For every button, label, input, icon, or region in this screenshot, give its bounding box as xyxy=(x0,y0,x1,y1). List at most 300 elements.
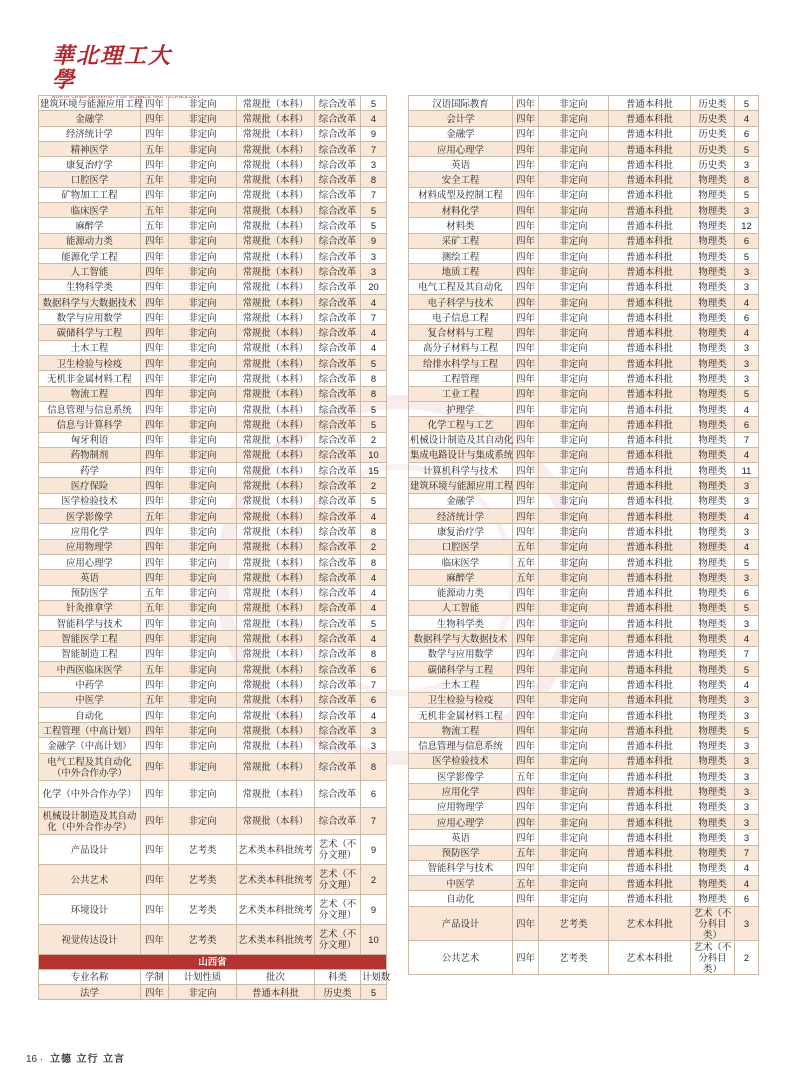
table-cell: 电气工程及其自动化（中外合作办学） xyxy=(39,753,141,780)
table-cell: 四年 xyxy=(513,707,539,722)
table-cell: 卫生检验与检疫 xyxy=(409,692,513,707)
table-row xyxy=(39,894,387,924)
table-cell: 15 xyxy=(361,463,387,478)
table-cell: 四年 xyxy=(513,616,539,631)
table-cell: 卫生检验与检疫 xyxy=(39,356,141,371)
table-cell: 物理类 xyxy=(691,524,735,539)
table-cell: 非定向 xyxy=(539,769,609,784)
table-row xyxy=(409,784,759,799)
table-row xyxy=(409,876,759,891)
table-cell: 应用物理学 xyxy=(409,799,513,814)
table-cell: 综合改革 xyxy=(315,616,361,631)
table-cell: 6 xyxy=(735,417,759,432)
table-cell: 普通本科批 xyxy=(609,692,691,707)
table-cell: 艺术类本科批统考 xyxy=(237,864,315,894)
table-cell: 4 xyxy=(735,509,759,524)
table-cell: 常规批（本科） xyxy=(237,401,315,416)
table-cell: 临床医学 xyxy=(409,554,513,569)
table-cell: 6 xyxy=(361,692,387,707)
table-header-row xyxy=(39,969,387,984)
table-cell: 常规批（本科） xyxy=(237,432,315,447)
table-cell: 普通本科批 xyxy=(609,279,691,294)
table-cell: 四年 xyxy=(141,493,169,508)
table-cell: 6 xyxy=(361,780,387,807)
table-row xyxy=(39,432,387,447)
table-cell: 四年 xyxy=(141,233,169,248)
table-cell: 5 xyxy=(735,248,759,263)
table-cell: 普通本科批 xyxy=(609,524,691,539)
table-cell: 非定向 xyxy=(539,172,609,187)
table-cell: 非定向 xyxy=(169,738,237,753)
table-cell: 非定向 xyxy=(539,141,609,156)
table-cell: 2 xyxy=(361,864,387,894)
table-cell: 五年 xyxy=(141,172,169,187)
table-cell: 非定向 xyxy=(539,417,609,432)
table-cell: 3 xyxy=(735,524,759,539)
table-cell: 物理类 xyxy=(691,769,735,784)
table-cell: 物理类 xyxy=(691,646,735,661)
table-cell: 四年 xyxy=(141,279,169,294)
table-cell: 非定向 xyxy=(169,570,237,585)
table-cell: 普通本科批 xyxy=(609,585,691,600)
table-cell: 物理类 xyxy=(691,600,735,615)
table-row xyxy=(39,509,387,524)
table-row xyxy=(39,616,387,631)
table-cell: 四年 xyxy=(513,585,539,600)
table-cell: 9 xyxy=(361,126,387,141)
table-row xyxy=(409,248,759,263)
table-cell: 非定向 xyxy=(539,111,609,126)
table-cell: 应用心理学 xyxy=(409,141,513,156)
table-cell: 金融学（中高计划） xyxy=(39,738,141,753)
table-cell: 3 xyxy=(735,814,759,829)
logo-chinese-name: 華北理工大學 xyxy=(52,43,173,93)
table-cell: 非定向 xyxy=(539,157,609,172)
table-row xyxy=(39,126,387,141)
table-cell: 非定向 xyxy=(539,447,609,462)
table-cell: 4 xyxy=(735,677,759,692)
table-row xyxy=(409,891,759,906)
table-cell: 非定向 xyxy=(539,325,609,340)
table-cell: 四年 xyxy=(141,707,169,722)
table-row xyxy=(409,940,759,974)
table-cell: 学制 xyxy=(141,969,169,984)
table-cell: 四年 xyxy=(513,340,539,355)
table-row xyxy=(409,386,759,401)
table-cell: 物理类 xyxy=(691,814,735,829)
table-cell: 物理类 xyxy=(691,509,735,524)
table-cell: 物理类 xyxy=(691,463,735,478)
table-cell: 艺考类 xyxy=(539,940,609,974)
table-cell: 综合改革 xyxy=(315,248,361,263)
table-cell: 非定向 xyxy=(539,493,609,508)
table-cell: 常规批（本科） xyxy=(237,509,315,524)
table-cell: 生物科学类 xyxy=(409,616,513,631)
table-cell: 非定向 xyxy=(539,616,609,631)
table-cell: 非定向 xyxy=(539,96,609,111)
table-cell: 物理类 xyxy=(691,203,735,218)
table-cell: 7 xyxy=(361,141,387,156)
table-row xyxy=(39,386,387,401)
table-cell: 物流工程 xyxy=(409,723,513,738)
table-row xyxy=(409,769,759,784)
table-cell: 四年 xyxy=(141,463,169,478)
table-cell: 四年 xyxy=(513,784,539,799)
table-cell: 金融学 xyxy=(409,493,513,508)
table-cell: 非定向 xyxy=(539,860,609,875)
table-cell: 艺术（不分文理） xyxy=(315,894,361,924)
table-cell: 3 xyxy=(735,493,759,508)
table-cell: 普通本科批 xyxy=(609,478,691,493)
table-cell: 非定向 xyxy=(169,677,237,692)
table-cell: 3 xyxy=(735,478,759,493)
table-cell: 普通本科批 xyxy=(609,830,691,845)
table-cell: 四年 xyxy=(141,677,169,692)
table-cell: 物理类 xyxy=(691,830,735,845)
table-cell: 艺术本科批 xyxy=(609,940,691,974)
table-cell: 非定向 xyxy=(169,646,237,661)
table-cell: 四年 xyxy=(513,401,539,416)
table-cell: 护理学 xyxy=(409,401,513,416)
table-cell: 普通本科批 xyxy=(609,539,691,554)
table-cell: 普通本科批 xyxy=(609,264,691,279)
table-cell: 四年 xyxy=(141,554,169,569)
table-row xyxy=(39,310,387,325)
table-cell: 常规批（本科） xyxy=(237,203,315,218)
table-cell: 普通本科批 xyxy=(609,723,691,738)
table-cell: 常规批（本科） xyxy=(237,780,315,807)
table-cell: 历史类 xyxy=(691,126,735,141)
table-cell: 综合改革 xyxy=(315,478,361,493)
table-cell: 历史类 xyxy=(691,157,735,172)
table-cell: 非定向 xyxy=(539,279,609,294)
table-row xyxy=(39,417,387,432)
table-cell: 常规批（本科） xyxy=(237,340,315,355)
table-row xyxy=(39,111,387,126)
table-cell: 综合改革 xyxy=(315,807,361,834)
table-cell: 四年 xyxy=(513,310,539,325)
table-cell: 英语 xyxy=(39,570,141,585)
table-cell: 非定向 xyxy=(169,187,237,202)
table-cell: 普通本科批 xyxy=(609,753,691,768)
table-cell: 五年 xyxy=(141,203,169,218)
table-cell: 口腔医学 xyxy=(409,539,513,554)
table-cell: 艺术（不分文理） xyxy=(315,834,361,864)
table-cell: 四年 xyxy=(513,799,539,814)
table-cell: 普通本科批 xyxy=(609,294,691,309)
table-cell: 3 xyxy=(361,738,387,753)
table-cell: 常规批（本科） xyxy=(237,478,315,493)
table-row xyxy=(409,218,759,233)
table-cell: 7 xyxy=(361,310,387,325)
table-cell: 物理类 xyxy=(691,707,735,722)
table-cell: 综合改革 xyxy=(315,738,361,753)
table-cell: 综合改革 xyxy=(315,111,361,126)
table-cell: 4 xyxy=(361,707,387,722)
table-row xyxy=(409,554,759,569)
table-cell: 四年 xyxy=(141,401,169,416)
table-cell: 3 xyxy=(361,157,387,172)
table-row xyxy=(409,799,759,814)
table-cell: 非定向 xyxy=(169,478,237,493)
table-cell: 四年 xyxy=(513,187,539,202)
table-cell: 5 xyxy=(361,203,387,218)
table-cell: 应用心理学 xyxy=(409,814,513,829)
table-row xyxy=(409,707,759,722)
table-cell: 物理类 xyxy=(691,723,735,738)
table-cell: 非定向 xyxy=(169,524,237,539)
table-cell: 综合改革 xyxy=(315,677,361,692)
table-cell: 化学工程与工艺 xyxy=(409,417,513,432)
table-cell: 四年 xyxy=(513,157,539,172)
table-cell: 8 xyxy=(361,554,387,569)
table-row xyxy=(39,707,387,722)
table-cell: 2 xyxy=(361,432,387,447)
table-row xyxy=(39,646,387,661)
table-cell: 非定向 xyxy=(539,386,609,401)
table-cell: 土木工程 xyxy=(39,340,141,355)
table-cell: 药物制剂 xyxy=(39,447,141,462)
table-cell: 20 xyxy=(361,279,387,294)
table-cell: 医学影像学 xyxy=(39,509,141,524)
table-cell: 碳储科学与工程 xyxy=(39,325,141,340)
table-row xyxy=(39,539,387,554)
table-cell: 常规批（本科） xyxy=(237,807,315,834)
table-cell: 信息管理与信息系统 xyxy=(39,401,141,416)
table-cell: 四年 xyxy=(513,524,539,539)
table-cell: 四年 xyxy=(513,692,539,707)
table-cell: 综合改革 xyxy=(315,218,361,233)
table-cell: 普通本科批 xyxy=(609,493,691,508)
table-cell: 给排水科学与工程 xyxy=(409,356,513,371)
table-row xyxy=(409,646,759,661)
table-cell: 四年 xyxy=(141,294,169,309)
table-cell: 4 xyxy=(361,570,387,585)
table-cell: 8 xyxy=(361,524,387,539)
table-row xyxy=(39,463,387,478)
table-row xyxy=(409,600,759,615)
table-cell: 历史类 xyxy=(691,96,735,111)
table-cell: 非定向 xyxy=(539,707,609,722)
table-cell: 非定向 xyxy=(539,294,609,309)
table-row xyxy=(409,661,759,676)
province-band xyxy=(39,954,387,969)
table-cell: 4 xyxy=(361,600,387,615)
table-cell: 五年 xyxy=(141,600,169,615)
table-cell: 工程管理 xyxy=(409,371,513,386)
table-cell: 物理类 xyxy=(691,585,735,600)
table-cell: 金融学 xyxy=(409,126,513,141)
table-cell: 非定向 xyxy=(539,585,609,600)
table-cell: 产品设计 xyxy=(39,834,141,864)
table-row xyxy=(409,340,759,355)
table-cell: 艺术（不分科目类） xyxy=(691,906,735,940)
table-cell: 测绘工程 xyxy=(409,248,513,263)
page-footer xyxy=(26,1050,125,1065)
table-cell: 公共艺术 xyxy=(39,864,141,894)
table-cell: 常规批（本科） xyxy=(237,677,315,692)
table-cell: 四年 xyxy=(141,126,169,141)
table-cell: 综合改革 xyxy=(315,356,361,371)
table-cell: 普通本科批 xyxy=(609,401,691,416)
table-cell: 常规批（本科） xyxy=(237,356,315,371)
table-cell: 四年 xyxy=(513,906,539,940)
table-cell: 非定向 xyxy=(169,401,237,416)
table-cell: 非定向 xyxy=(169,585,237,600)
table-cell: 非定向 xyxy=(169,126,237,141)
table-row xyxy=(39,723,387,738)
table-cell: 非定向 xyxy=(169,463,237,478)
table-row xyxy=(409,493,759,508)
table-cell: 普通本科批 xyxy=(609,876,691,891)
table-row xyxy=(39,96,387,111)
table-cell: 4 xyxy=(361,325,387,340)
table-cell: 五年 xyxy=(513,769,539,784)
table-cell: 预防医学 xyxy=(409,845,513,860)
table-cell: 综合改革 xyxy=(315,707,361,722)
logo-english-name: NORTH CHINA UNIVERSITY OF SCIENCE AND TECHNOLOGY xyxy=(52,94,201,99)
table-cell: 四年 xyxy=(141,985,169,1000)
table-cell: 四年 xyxy=(141,753,169,780)
table-cell: 物理类 xyxy=(691,845,735,860)
table-row xyxy=(39,141,387,156)
table-cell: 8 xyxy=(361,371,387,386)
table-cell: 非定向 xyxy=(539,677,609,692)
table-cell: 3 xyxy=(735,738,759,753)
table-cell: 常规批（本科） xyxy=(237,371,315,386)
table-cell: 四年 xyxy=(513,218,539,233)
table-cell: 常规批（本科） xyxy=(237,646,315,661)
table-row xyxy=(39,924,387,954)
table-row xyxy=(409,585,759,600)
table-cell: 常规批（本科） xyxy=(237,417,315,432)
table-cell: 常规批（本科） xyxy=(237,753,315,780)
table-cell: 四年 xyxy=(141,157,169,172)
table-cell: 四年 xyxy=(513,417,539,432)
table-cell: 历史类 xyxy=(691,141,735,156)
table-row xyxy=(409,371,759,386)
table-row xyxy=(39,279,387,294)
table-cell: 常规批（本科） xyxy=(237,661,315,676)
table-cell: 智能科学与技术 xyxy=(39,616,141,631)
table-cell: 非定向 xyxy=(169,753,237,780)
table-row xyxy=(39,753,387,780)
table-cell: 物理类 xyxy=(691,172,735,187)
table-cell: 普通本科批 xyxy=(609,891,691,906)
table-cell: 四年 xyxy=(141,539,169,554)
table-cell: 化学（中外合作办学） xyxy=(39,780,141,807)
footer-slogan: 立德 立行 立言 xyxy=(50,1054,125,1065)
table-row xyxy=(409,723,759,738)
table-cell: 5 xyxy=(735,386,759,401)
table-cell: 常规批（本科） xyxy=(237,723,315,738)
table-cell: 8 xyxy=(361,172,387,187)
table-cell: 集成电路设计与集成系统 xyxy=(409,447,513,462)
table-cell: 综合改革 xyxy=(315,524,361,539)
table-cell: 常规批（本科） xyxy=(237,96,315,111)
table-row xyxy=(409,830,759,845)
table-cell: 综合改革 xyxy=(315,539,361,554)
table-cell: 视觉传达设计 xyxy=(39,924,141,954)
table-cell: 3 xyxy=(735,157,759,172)
table-row xyxy=(409,616,759,631)
table-cell: 智能医学工程 xyxy=(39,631,141,646)
table-cell: 普通本科批 xyxy=(609,814,691,829)
table-cell: 四年 xyxy=(513,141,539,156)
table-cell: 非定向 xyxy=(169,386,237,401)
table-cell: 5 xyxy=(735,187,759,202)
table-cell: 四年 xyxy=(141,570,169,585)
table-cell: 非定向 xyxy=(539,463,609,478)
table-cell: 综合改革 xyxy=(315,310,361,325)
table-cell: 3 xyxy=(735,692,759,707)
table-cell: 物理类 xyxy=(691,860,735,875)
table-cell: 中医学 xyxy=(409,876,513,891)
table-cell: 4 xyxy=(735,294,759,309)
table-cell: 综合改革 xyxy=(315,600,361,615)
table-row xyxy=(409,509,759,524)
table-cell: 非定向 xyxy=(539,401,609,416)
table-cell: 非定向 xyxy=(169,96,237,111)
table-cell: 四年 xyxy=(141,834,169,864)
table-cell: 物理类 xyxy=(691,340,735,355)
table-cell: 物理类 xyxy=(691,325,735,340)
table-cell: 6 xyxy=(735,585,759,600)
table-cell: 非定向 xyxy=(539,218,609,233)
table-cell: 四年 xyxy=(141,386,169,401)
table-cell: 中药学 xyxy=(39,677,141,692)
table-cell: 普通本科批 xyxy=(609,661,691,676)
table-cell: 四年 xyxy=(513,325,539,340)
table-cell: 非定向 xyxy=(539,814,609,829)
table-cell: 普通本科批 xyxy=(609,769,691,784)
table-row xyxy=(409,417,759,432)
table-cell: 数据科学与大数据技术 xyxy=(409,631,513,646)
table-cell: 物理类 xyxy=(691,753,735,768)
table-cell: 物理类 xyxy=(691,371,735,386)
table-row xyxy=(39,203,387,218)
table-cell: 普通本科批 xyxy=(609,310,691,325)
table-cell: 汉语国际教育 xyxy=(409,96,513,111)
table-row xyxy=(39,493,387,508)
table-cell: 综合改革 xyxy=(315,325,361,340)
table-cell: 综合改革 xyxy=(315,570,361,585)
table-cell: 非定向 xyxy=(169,447,237,462)
table-cell: 物理类 xyxy=(691,310,735,325)
table-cell: 四年 xyxy=(513,891,539,906)
table-cell: 金融学 xyxy=(39,111,141,126)
table-cell: 7 xyxy=(735,845,759,860)
table-cell: 艺考类 xyxy=(169,894,237,924)
table-cell: 非定向 xyxy=(169,707,237,722)
table-cell: 6 xyxy=(735,310,759,325)
table-cell: 综合改革 xyxy=(315,417,361,432)
table-cell: 医学检验技术 xyxy=(409,753,513,768)
table-cell: 非定向 xyxy=(539,233,609,248)
table-cell: 物理类 xyxy=(691,356,735,371)
table-cell: 五年 xyxy=(141,692,169,707)
table-cell: 四年 xyxy=(513,233,539,248)
table-cell: 四年 xyxy=(141,524,169,539)
table-cell: 建筑环境与能源应用工程 xyxy=(409,478,513,493)
table-cell: 4 xyxy=(735,111,759,126)
table-cell: 物理类 xyxy=(691,264,735,279)
table-row xyxy=(39,631,387,646)
table-cell: 四年 xyxy=(513,940,539,974)
table-row xyxy=(409,570,759,585)
table-cell: 五年 xyxy=(513,570,539,585)
table-cell: 机械设计制造及其自动化 xyxy=(409,432,513,447)
